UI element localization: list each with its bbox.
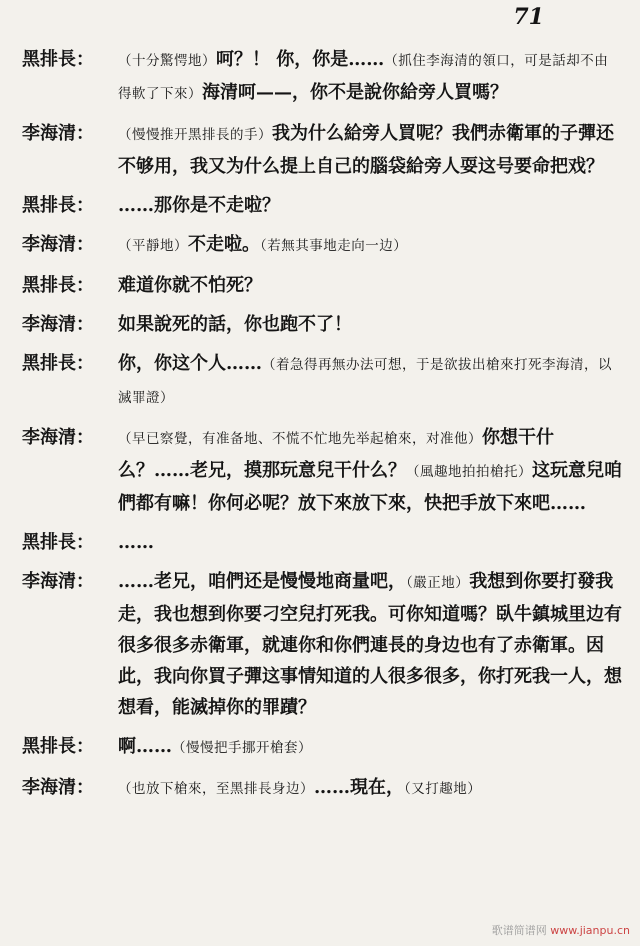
dialogue-entry (22, 190, 622, 221)
dialogue-line: 我为什么給旁人買呢？我們赤衛軍的子彈还不够用，我又为什么提上自己的腦袋給旁人耍这号要命把戏？ (118, 123, 614, 177)
speech-text (118, 118, 622, 182)
stage-direction: （若無其事地走向一边） (260, 238, 408, 254)
dialogue-entry (22, 772, 622, 805)
speaker-name: 李海清： (22, 427, 94, 448)
speaker-name: 黑排長： (22, 532, 94, 553)
dialogue-entry (22, 566, 622, 723)
stage-direction: （也放下槍來，至黑排長身边） (118, 781, 314, 797)
dialogue-line: 我想到你要打發我走，我也想到你要刁空兒打死我。可你知道嗎？臥牛鎮城里边有很多很多赤衛軍，就連你和你們連長的身边也有了赤衛軍。因此，我向你買子彈这事情知道的人很多很多，你打死我一人，想想看，能滅掉你的罪蹟？ (118, 571, 622, 718)
speech-text (118, 422, 622, 519)
speaker-name: 黑排長： (22, 49, 94, 70)
dialogue-entry (22, 118, 622, 182)
speech-text (118, 772, 622, 805)
dialogue-entry (22, 44, 622, 110)
speaker-name: 李海清： (22, 123, 94, 144)
speech-text (118, 527, 622, 558)
stage-direction: （嚴正地） (406, 575, 470, 591)
stage-direction: （十分驚愕地） (118, 53, 216, 69)
speech-text (118, 270, 622, 301)
speaker-name: 黑排長： (22, 353, 94, 374)
speech-text (118, 731, 622, 764)
speaker-name: 李海清： (22, 571, 94, 592)
stage-direction: （慢慢把手挪开槍套） (172, 740, 312, 756)
stage-direction: （平靜地） (118, 238, 188, 254)
dialogue-line: 如果說死的話，你也跑不了！ (118, 314, 352, 335)
stage-direction: （抓住李海清的領口，可是話却不由得軟了下來） (118, 53, 609, 102)
dialogue-line: 不走啦。 (188, 234, 260, 255)
dialogue-line: ……老兄，咱們还是慢慢地商量吧， (118, 571, 406, 592)
speaker-name: 李海清： (22, 777, 94, 798)
stage-direction: （着急得再無办法可想，于是欲拔出槍來打死李海清，以滅罪證） (118, 357, 612, 406)
dialogue-entry (22, 270, 622, 301)
watermark (492, 922, 630, 938)
speaker-name: 李海清： (22, 314, 94, 335)
stage-direction: （風趣地拍拍槍托） (406, 464, 532, 480)
dialogue-line: ……現在， (314, 777, 404, 798)
speech-text (118, 44, 622, 110)
dialogue-entry (22, 422, 622, 519)
speech-text (118, 309, 622, 340)
speech-text (118, 566, 622, 723)
stage-direction: （早已察覺，有准备地、不慌不忙地先举起槍來，对准他） (118, 431, 482, 447)
speech-text (118, 190, 622, 221)
dialogue-line: 海清呵——，你不是說你給旁人買嗎？ (202, 82, 508, 103)
dialogue-line: 这玩意兒咱們都有嘛！你何必呢？放下來放下來，快把手放下來吧…… (118, 460, 622, 514)
dialogue-line: 难道你就不怕死？ (118, 275, 262, 296)
speaker-name: 李海清： (22, 234, 94, 255)
speaker-name: 黑排長： (22, 736, 94, 757)
speaker-name: 黑排長： (22, 275, 94, 296)
dialogue-line: ……那你是不走啦？ (118, 195, 280, 216)
stage-direction: （又打趣地） (404, 781, 482, 797)
dialogue-line: 呵？！ 你，你是…… (216, 49, 385, 70)
watermark-cn: 歌谱简谱网 (491, 924, 547, 937)
dialogue-line: 你想干什么？……老兄，摸那玩意兒干什么？ (118, 427, 554, 481)
dialogue-line: 你，你这个人…… (118, 353, 262, 374)
dialogue-line: 啊…… (118, 736, 172, 757)
dialogue-entry (22, 309, 622, 340)
page-number: 71 (513, 4, 544, 30)
dialogue-entry (22, 348, 622, 414)
dialogue-entry (22, 527, 622, 558)
speaker-name: 黑排長： (22, 195, 94, 216)
speech-text (118, 229, 622, 262)
script-body (22, 44, 622, 813)
watermark-url: www.jianpu.cn (550, 924, 630, 937)
dialogue-entry (22, 229, 622, 262)
dialogue-line: …… (118, 532, 154, 553)
stage-direction: （慢慢推开黑排長的手） (118, 127, 272, 143)
speech-text (118, 348, 622, 414)
dialogue-entry (22, 731, 622, 764)
